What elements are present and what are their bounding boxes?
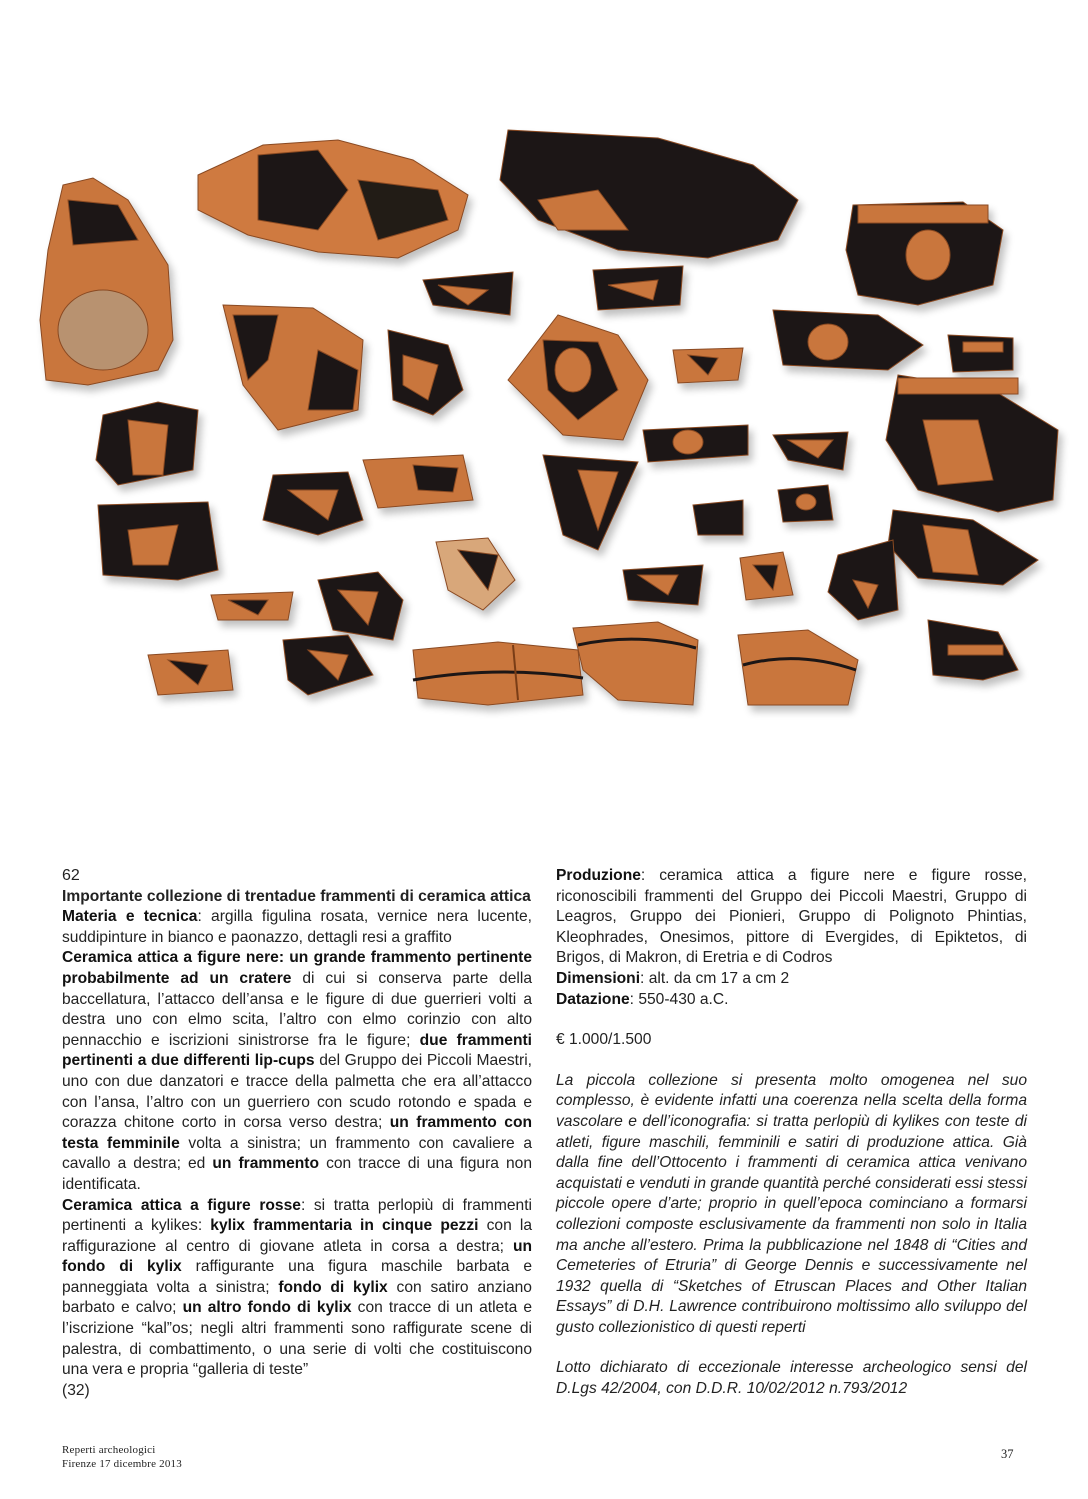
fragments-photo: [18, 80, 1088, 840]
figure-nere-label: Ceramica attica a figure nere: [62, 949, 279, 967]
dimensioni-line: [556, 969, 1027, 990]
figure-nere-bold-4: un frammento: [212, 1155, 320, 1173]
figure-rosse-bold-2: un fondo di kylix: [62, 1237, 532, 1276]
figure-nere-text-1: di cui si conserva parte della baccellatura, l’attacco dell’ansa e le figure di due guerrieri volti a destra uno con elmo scita, l’altro con elmo corinzio con alto pennacchio e iscrizioni sinistrorse fra le figure;: [62, 969, 532, 1049]
fragment-meander-small: [948, 335, 1013, 372]
datazione-label: Datazione: [556, 990, 630, 1008]
lot-number: 62: [62, 867, 80, 884]
fragment-bowl-1: [573, 622, 698, 705]
materia-paragraph: [62, 907, 532, 948]
produzione-label: Produzione: [556, 867, 641, 884]
lot-description-right: [556, 866, 1027, 1400]
datazione-line: [556, 990, 1027, 1011]
materia-label: Materia e tecnica: [62, 908, 198, 926]
figure-rosse-text-2: con la raffigurazione al centro di giovane atleta in corsa a destra;: [62, 1217, 532, 1255]
historical-note: La piccola collezione si presenta molto omogenea nel suo complesso, è evidente infatti una coerenza nella scelta della forma vascolare e dell’iconografia: si tratta perlopiù di kylikes con teste di atleti, figure maschili, femminili e satiri di produzione attica. Già dalla fine dell’Ottocento i frammenti di ceramica attica venivano acquistati e venduti in grande quantità perché considerati essi stessi piccole opere d’arte; proprio in quell’epoca cominciano a formarsi collezioni composte esclusivamente da frammenti non solo in Italia ma anche all’estero. Prima la pubblicazione nel 1848 di “Cities and Cemeteries of Etruria” di George Dennis e successivamente nel 1932 quella di “Sketches of Etruscan Places and Other Italian Essays” di D.H. Lawrence contribuirono moltissimo allo sviluppo del gusto collezionistico di questi reperti: [556, 1071, 1027, 1336]
page-number: 37: [1001, 1447, 1014, 1461]
figure-rosse-text-3: raffigurante una figura maschile barbata e panneggiata volta a sinistra;: [62, 1258, 532, 1296]
dimensioni-label: Dimensioni: [556, 969, 641, 987]
figure-rosse-label: Ceramica attica a figure rosse: [62, 1196, 301, 1214]
materia-text: : argilla figulina rosata, vernice nera lucente, suddipinture in bianco e paonazzo, dettagli resi a graffito: [62, 908, 532, 946]
figure-rosse-text-1: : si tratta perlopiù di frammenti pertinenti a kylikes:: [62, 1196, 533, 1235]
figure-rosse-bold-1: kylix frammentaria in cinque pezzi: [210, 1217, 479, 1235]
fragments-illustration: [18, 80, 1088, 840]
figure-nere-bold-1: : un grande frammento pertinente probabilmente ad un cratere: [62, 949, 532, 987]
footer-catalog-info: [62, 1444, 182, 1471]
archaeological-declaration: Lotto dichiarato di eccezionale interesse archeologico sensi del D.Lgs 42/2004, con D.D.R. 10/02/2012 n.793/2012: [556, 1359, 1027, 1398]
fragment-small-5: [693, 500, 743, 535]
fragment-bowl-2: [738, 630, 858, 705]
figure-nere-text-4: con tracce di una figura non identificata.: [62, 1155, 533, 1193]
figure-rosse-bold-3: fondo di kylix: [278, 1278, 388, 1296]
fragment-curved: [828, 540, 898, 620]
dimensioni-text: : alt. da cm 17 a cm 2: [640, 969, 790, 987]
figure-rosse-bold-4: un altro fondo di kylix: [182, 1299, 352, 1317]
figure-nere-text-3: volta a sinistra; un frammento con cavaliere a cavallo a destra; ed: [62, 1134, 532, 1173]
produzione-paragraph: [556, 866, 1027, 969]
figure-rosse-paragraph: [62, 1196, 532, 1381]
figure-rosse-text-4: con satiro anziano barbato e calvo;: [62, 1278, 532, 1317]
lot-description-left: [62, 866, 532, 1401]
fragment-black-1: [500, 130, 798, 258]
produzione-text: : ceramica attica a figure nere e figure rosse, riconoscibili frammenti del Gruppo dei Piccoli Maestri, Gruppo di Leagros, Gruppo dei Pionieri, Gruppo di Polignoto Phintias, Kleophrades, Onesimos, pittore di Evergides, di Epiktetos, di Brigos, di Makron, di Eretria e di Codros: [556, 867, 1027, 967]
figure-rosse-text-5: con tracce di un atleta e l’iscrizione “kal”os; negli altri frammenti sono raffigurate scene di palestra, di combattimento, o una serie di volti che costituiscono una vera e propria “galleria di teste”: [62, 1299, 532, 1379]
figure-nere-text-2: del Gruppo dei Piccoli Maestri, uno con due danzatori e tracce della palmetta che era all’attacco con l’ansa, l’altro con un guerriero con scudo rotondo e spada e corazza chitone corto in corsa verso destra;: [62, 1052, 532, 1132]
datazione-text: : 550-430 a.C.: [629, 990, 729, 1008]
footer-auction-date: Firenze 17 dicembre 2013: [62, 1457, 182, 1470]
footer-catalog-title: Reperti archeologici: [62, 1444, 156, 1456]
estimate: € 1.000/1.500: [556, 1031, 652, 1049]
lot-title: Importante collezione di trentadue frammenti di ceramica attica: [62, 887, 531, 905]
figure-nere-paragraph: [62, 948, 532, 1195]
fragment-count: (32): [62, 1381, 90, 1399]
figure-nere-bold-2: due frammenti pertinenti a due differenti lip-cups: [62, 1031, 532, 1070]
figure-nere-bold-3: un frammento con testa femminile: [62, 1114, 532, 1152]
